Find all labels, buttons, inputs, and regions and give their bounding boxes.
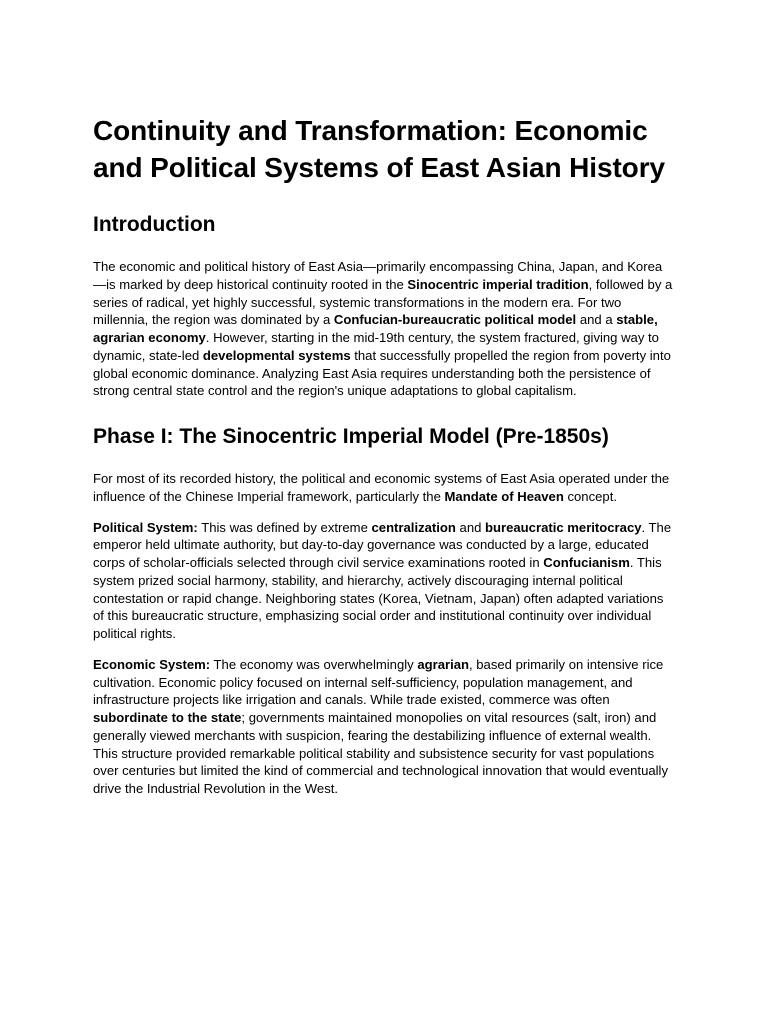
section-heading-phase-1: Phase I: The Sinocentric Imperial Model (Pre-1850s) [93, 425, 609, 448]
text-run: , based primarily on intensive rice cultivation. Economic policy focused on internal self-sufficiency, population management, and infrastructure projects like irrigation and canals. While trade existed, commerce was often [93, 656, 664, 708]
bold-text-run: Sinocentric imperial tradition [407, 276, 589, 292]
bold-text-run: Mandate of Heaven [444, 488, 564, 504]
text-run: This was defined by extreme [197, 519, 372, 535]
text-run: , followed by a series of radical, yet highly successful, systemic transformations in the modern era. For two millennia, the region was dominated by a [93, 276, 673, 328]
text-run: . The emperor held ultimate authority, but day-to-day governance was conducted by a large, educated corps of scholar-officials selected through civil service examinations rooted in [93, 519, 672, 570]
bold-text-run: stable, agrarian economy [93, 312, 658, 345]
bold-text-run: Confucian-bureaucratic political model [333, 312, 577, 328]
bold-text-run: Confucianism [543, 555, 630, 570]
text-run: . This system prized social harmony, stability, and hierarchy, actively discouraging internal political contestation or rapid change. Neighboring states (Korea, Vietnam, Japan) often adapted variations of this bureaucratic structure, emphasizing social order and institutional continuity over individual political rights. [93, 555, 664, 641]
bold-text-run: centralization [371, 519, 456, 535]
text-run: The economy was overwhelmingly [210, 656, 418, 672]
phase1-paragraph-economic-system [93, 656, 675, 798]
document-title: Continuity and Transformation: Economic and Political Systems of East Asian History [93, 115, 665, 183]
phase1-paragraph-political-system [93, 519, 675, 643]
bold-text-run: subordinate to the state [93, 710, 242, 725]
bold-text-run: Economic System: [93, 656, 211, 672]
introduction-paragraph [93, 258, 675, 400]
bold-text-run: agrarian [417, 656, 469, 672]
bold-text-run: Political System: [93, 519, 198, 535]
bold-text-run: developmental systems [202, 347, 351, 363]
text-run: For most of its recorded history, the political and economic systems of East Asia operated under the influence of the Chinese Imperial framework, particularly the [93, 471, 670, 504]
text-run: that successfully propelled the region from poverty into global economic dominance. Analyzing East Asia requires understanding both the persistence of strong central state control and the region's unique adaptations to global capitalism. [93, 347, 671, 399]
text-run: The economic and political history of East Asia—primarily encompassing China, Japan, and Korea—is marked by deep historical continuity rooted in the [93, 259, 663, 292]
text-run: and a [576, 312, 617, 328]
phase1-paragraph-intro [93, 470, 675, 506]
text-run: and [455, 519, 486, 535]
document-page [93, 112, 675, 798]
text-run: . However, starting in the mid-19th century, the system fractured, giving way to dynamic, state-led [93, 330, 659, 363]
text-run: concept. [563, 488, 617, 504]
section-heading-introduction: Introduction [93, 213, 216, 236]
text-run: ; governments maintained monopolies on vital resources (salt, iron) and generally viewed merchants with suspicion, fearing the destabilizing influence of external wealth. This structure provided remarkable political stability and subsistence security for vast populations over centuries but limited the kind of commercial and technological innovation that would eventually drive the Industrial Revolution in the West. [93, 710, 668, 796]
bold-text-run: bureaucratic meritocracy [485, 519, 642, 535]
